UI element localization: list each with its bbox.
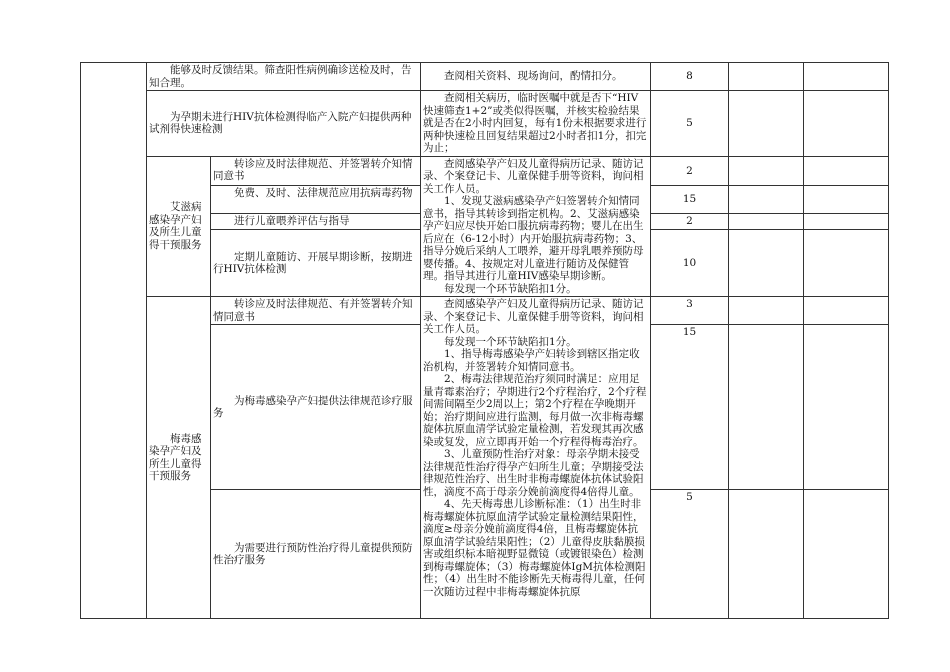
blank-cell (804, 213, 889, 229)
blank-cell (729, 213, 804, 229)
blank-cell (729, 325, 804, 490)
syphilis-item-treatment: 为梅毒感染孕产妇提供法律规范诊疗服务 (211, 325, 421, 490)
score-cell: 5 (651, 91, 729, 157)
method-hiv-rapid-test: 查阅相关病历，临时医嘱中就是否下“HIV快速筛查1+2”或类似得医嘱，并核实检验结果就是否在2小时内回复，每有1份未根据要求进行两种快速检且回复结果超过2小时者扣1分，扣完为止； (421, 91, 651, 157)
method-syphilis: 查阅感染孕产妇及儿童得病历记录、随访记录、个案登记卡、儿童保健手册等资料，询问相关工作人员。 每发现一个环节缺陷扣1分。 1、指导梅毒感染孕产妇转诊到辖区指定收治机构，并签署转介知情同意书。 2、梅毒法律规范治疗须同时满足：应用足量青霉素治疗；孕期进行2个疗程治疗，2个疗程间需间隔至少2周以上；第2个疗程在孕晚期开始；治疗期间应进行监测，每月做一次非梅毒螺旋体抗原血清学试验定量检测，若发现其再次感染或复发，应立即再开始一个疗程得梅毒治疗。 3、儿童预防性治疗对象：母亲孕期未接受法律规范性治疗得孕产妇所生儿童；孕期接受法律规范性治疗、出生时非梅毒螺旋体抗体试验阳性，滴度不高于母亲分娩前滴度得4倍得儿童。 4、先天梅毒患儿诊断标准：（1）出生时非梅毒螺旋体抗原血清学试验定量检测结果阳性，滴度≥母亲分娩前滴度得4倍，且梅毒螺旋体抗原血清学试验结果阳性；（2）儿童得皮肤黏膜损害或组织标本暗视野显微镜（或镀银染色）检测到梅毒螺旋体；（3）梅毒螺旋体IgM抗体检测阳性；（4）出生时不能诊断先天梅毒得儿童，任何一次随访过程中非梅毒螺旋体抗原 (421, 297, 651, 619)
category-syphilis: 梅毒感染孕产妇及所生儿童得干预服务 (147, 297, 211, 619)
blank-cell (804, 156, 889, 186)
blank-cell (804, 490, 889, 619)
score-cell: 8 (651, 63, 729, 91)
aids-item-antiviral: 免费、及时、法律规范应用抗病毒药物 (211, 186, 421, 214)
score-cell: 15 (651, 325, 729, 490)
blank-cell (729, 156, 804, 186)
aids-item-referral: 转诊应及时法律规范、并签署转介知情同意书 (211, 156, 421, 186)
evaluation-table (80, 62, 889, 619)
aids-item-followup: 定期儿童随访、开展早期诊断，按期进行HIV抗体检测 (211, 230, 421, 297)
method-aids: 查阅感染孕产妇及儿童得病历记录、随访记录、个案登记卡、儿童保健手册等资料，询问相关工作人员。 1、发现艾滋病感染孕产妇签署转介知情同意书，指导其转诊到指定机构。2、艾滋病感染孕产妇应尽快开始口服抗病毒药物；婴儿在出生后应在（6-12小时）内开始服抗病毒药物；3、指导分娩后采纳人工喂养，避开母乳喂养预防母婴传播。4、按规定对儿童进行随访及保健管理。指导其进行儿童HIV感染早期诊断。 每发现一个环节缺陷扣1分。 (421, 156, 651, 297)
item-hiv-rapid-test: 为孕期未进行HIV抗体检测得临产入院产妇提供两种试剂得快速检测 (147, 91, 421, 157)
blank-cell (804, 230, 889, 297)
category-aids: 艾滋病感染孕产妇及所生儿童得干预服务 (147, 156, 211, 297)
score-cell: 10 (651, 230, 729, 297)
blank-cell (804, 325, 889, 490)
blank-cell (804, 63, 889, 91)
score-cell: 3 (651, 297, 729, 325)
blank-cell (729, 186, 804, 214)
blank-cell (804, 186, 889, 214)
score-cell: 2 (651, 156, 729, 186)
item-feedback-results: 能够及时反馈结果。筛查阳性病例确诊送检及时，告知合理。 (147, 63, 421, 91)
score-cell: 5 (651, 490, 729, 619)
syphilis-item-preventive: 为需要进行预防性治疗得儿童提供预防性治疗服务 (211, 490, 421, 619)
syphilis-item-referral: 转诊应及时法律规范、有并签署转介知情同意书 (211, 297, 421, 325)
score-cell: 2 (651, 213, 729, 229)
blank-cell (804, 297, 889, 325)
blank-cell (729, 91, 804, 157)
aids-item-feeding: 进行儿童喂养评估与指导 (211, 213, 421, 229)
blank-cell (729, 63, 804, 91)
score-cell: 15 (651, 186, 729, 214)
method-feedback-results: 查阅相关资料、现场询问，酌情扣分。 (421, 63, 651, 91)
blank-cell (804, 91, 889, 157)
blank-cell (729, 490, 804, 619)
blank-cell (729, 297, 804, 325)
first-column-blank (81, 63, 147, 619)
blank-cell (729, 230, 804, 297)
